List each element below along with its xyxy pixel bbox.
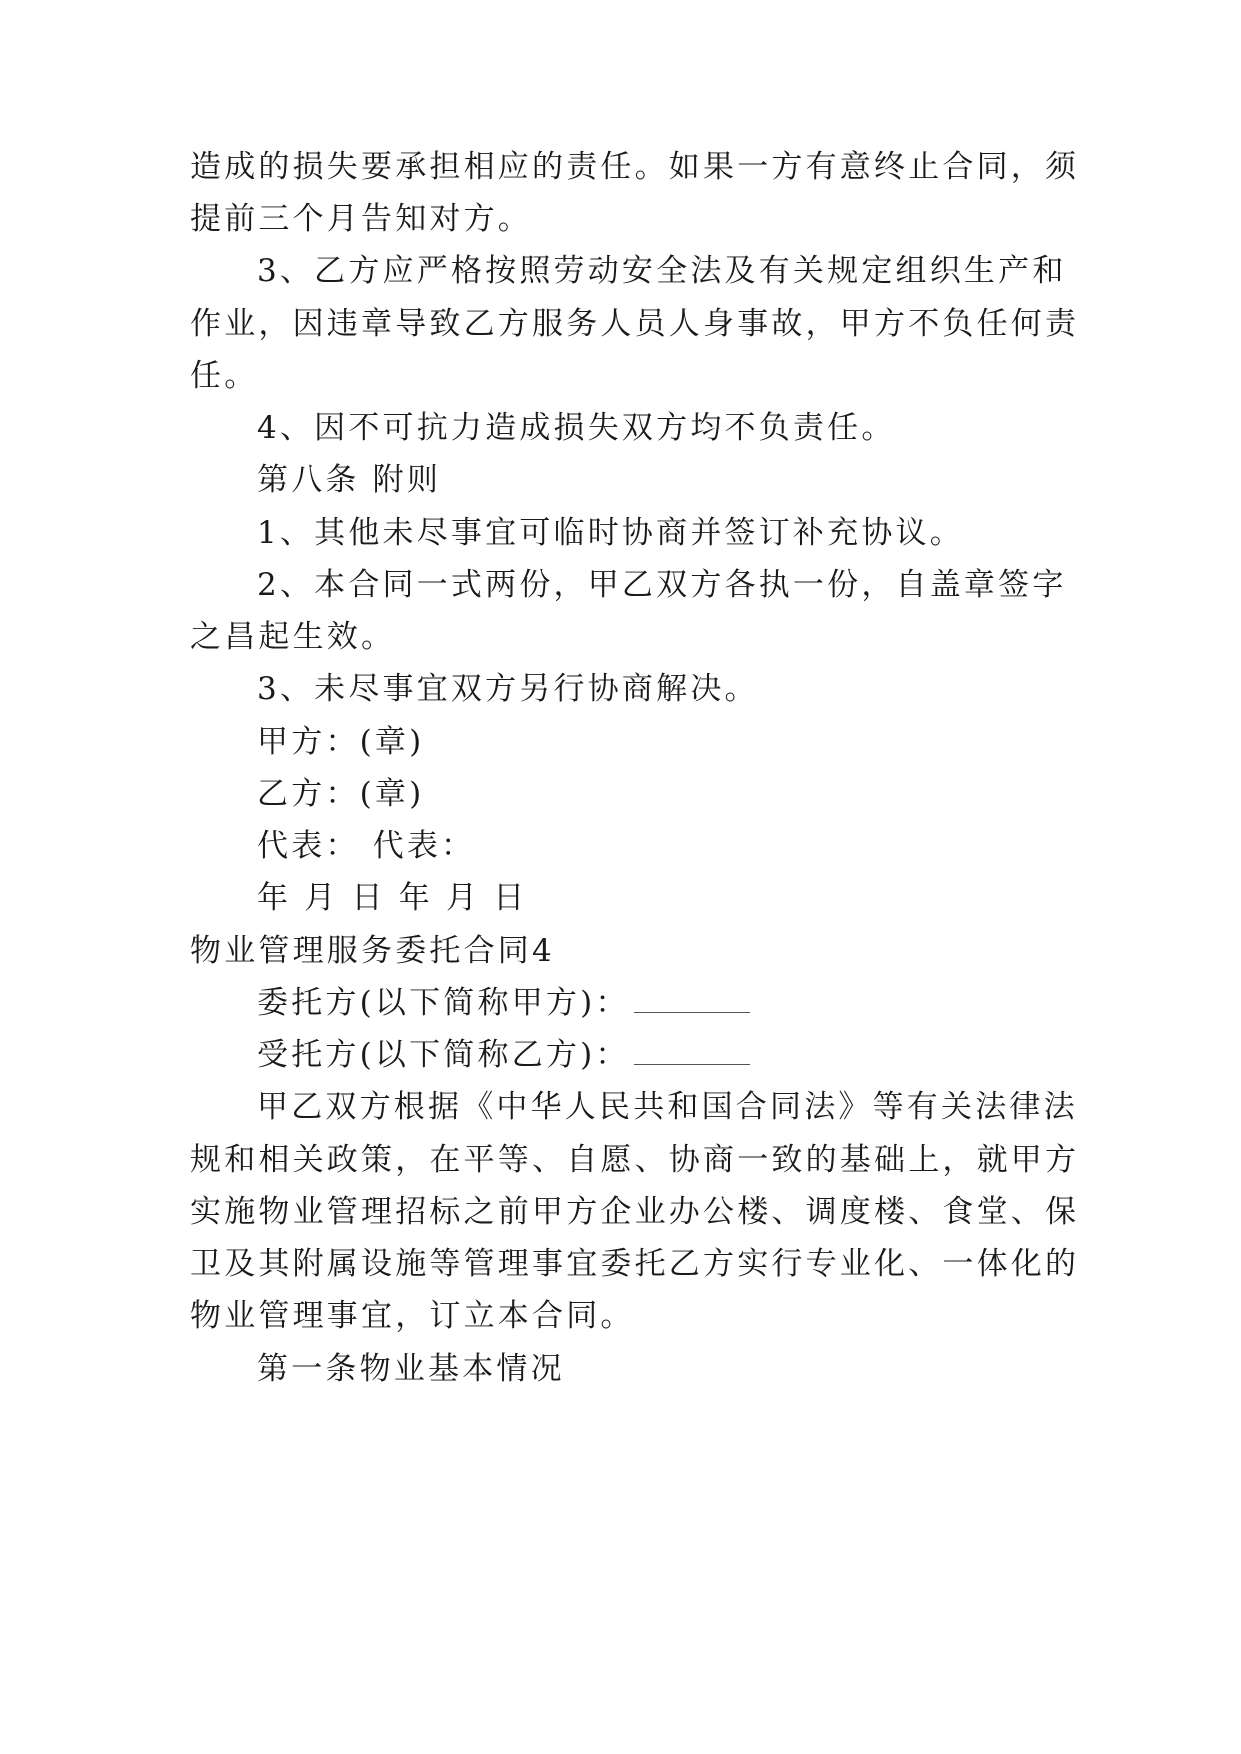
paragraph-line: 之昌起生效。 xyxy=(190,619,396,655)
client-blank xyxy=(634,988,750,1013)
contractor-blank xyxy=(634,1040,750,1065)
contractor-line xyxy=(257,1035,1117,1075)
paragraph-line: 作业，因违章导致乙方服务人员人身事故，甲方不负任何责 xyxy=(190,306,1080,342)
signature-party-a: 甲方：(章) xyxy=(257,724,425,760)
paragraph-line: 卫及其附属设施等管理事宜委托乙方实行专业化、一体化的 xyxy=(190,1246,1080,1282)
signature-dates: 年 月 日 年 月 日 xyxy=(257,880,528,916)
paragraph-line: 规和相关政策，在平等、自愿、协商一致的基础上，就甲方 xyxy=(190,1142,1080,1178)
paragraph-line: 甲乙双方根据《中华人民共和国合同法》等有关法律法 xyxy=(257,1089,1078,1125)
section-heading: 第一条物业基本情况 xyxy=(257,1351,565,1387)
client-line xyxy=(257,983,1117,1023)
signature-party-b: 乙方：(章) xyxy=(257,776,425,812)
contractor-label: 受托方(以下简称乙方)： xyxy=(257,1037,630,1073)
paragraph-line: 4、因不可抗力造成损失双方均不负责任。 xyxy=(257,410,896,446)
contract-title: 物业管理服务委托合同4 xyxy=(190,933,555,969)
client-label: 委托方(以下简称甲方)： xyxy=(257,985,630,1021)
signature-representatives: 代表： 代表： xyxy=(257,828,476,864)
paragraph-line: 物业管理事宜，订立本合同。 xyxy=(190,1298,635,1334)
paragraph-line: 3、乙方应严格按照劳动安全法及有关规定组织生产和 xyxy=(257,253,1067,289)
paragraph-line: 2、本合同一式两份，甲乙双方各执一份，自盖章签字 xyxy=(257,567,1067,603)
section-heading: 第八条 附则 xyxy=(257,462,442,498)
paragraph-line: 造成的损失要承担相应的责任。如果一方有意终止合同，须 xyxy=(190,149,1080,185)
paragraph-line: 实施物业管理招标之前甲方企业办公楼、调度楼、食堂、保 xyxy=(190,1194,1080,1230)
paragraph-line: 提前三个月告知对方。 xyxy=(190,201,532,237)
paragraph-line: 3、未尽事宜双方另行协商解决。 xyxy=(257,671,759,707)
paragraph-line: 任。 xyxy=(190,358,259,394)
paragraph-line: 1、其他未尽事宜可临时协商并签订补充协议。 xyxy=(257,515,964,551)
